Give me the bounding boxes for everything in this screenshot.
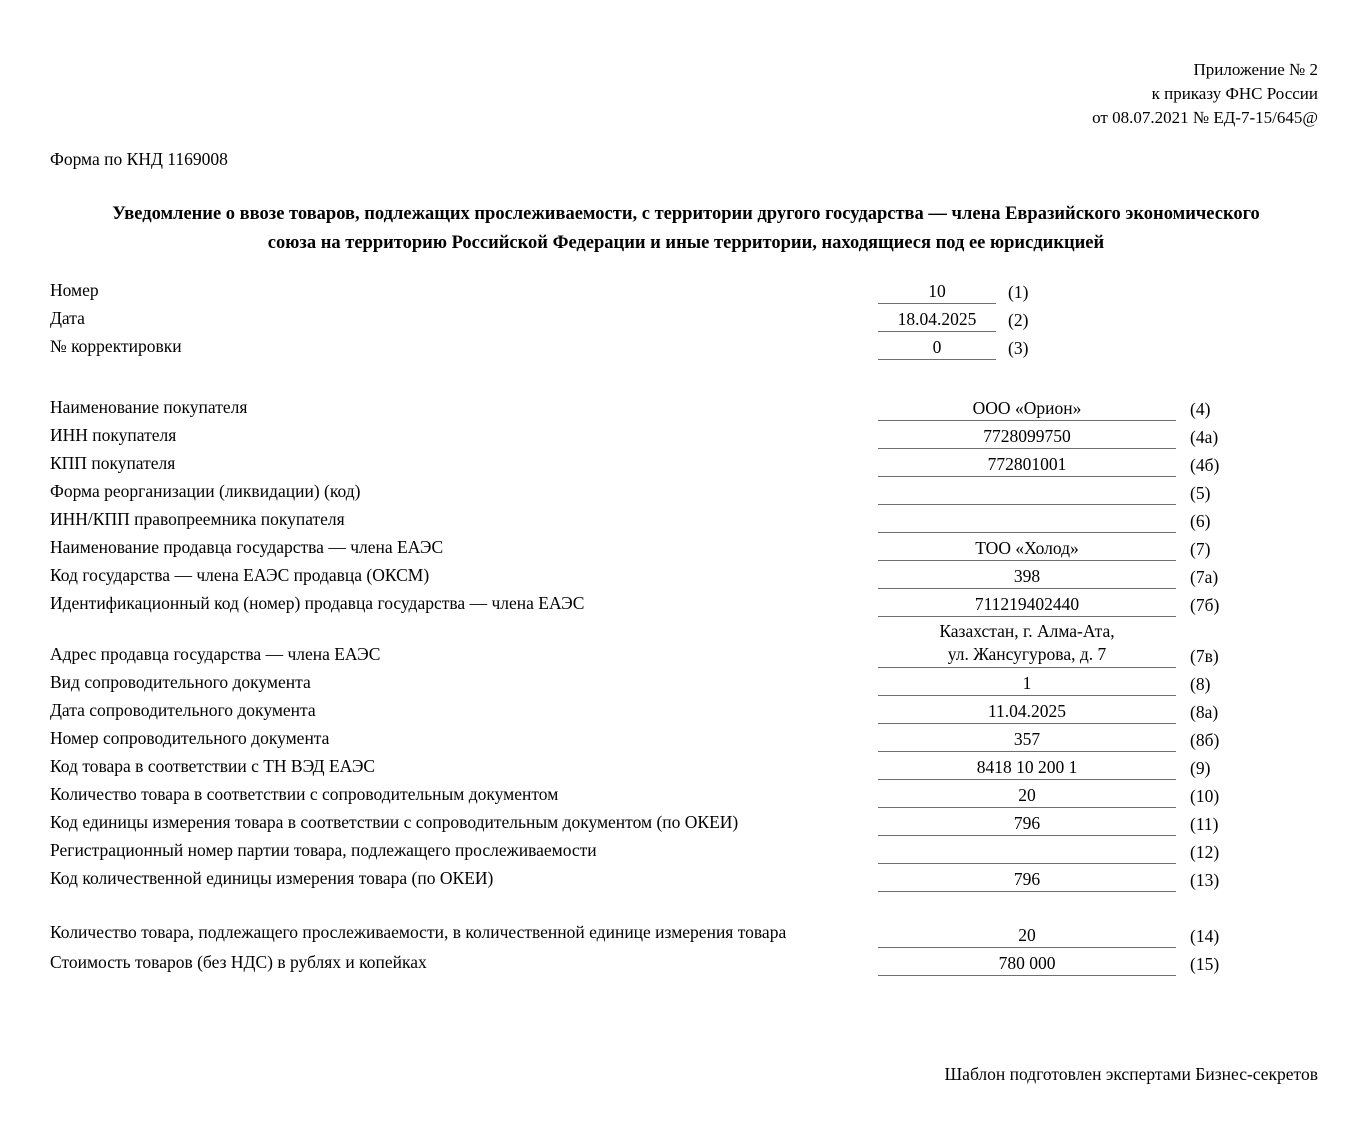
field-row-date [50, 304, 1320, 332]
field-value-tnved-code[interactable]: 8418 10 200 1 [878, 756, 1176, 780]
page-title-line-2: экономического союза на территорию Российской Федерации и иные территории, находящиеся под ее юрисдикцией [267, 204, 1260, 253]
field-number-marker: (3) [1008, 338, 1029, 358]
field-number-marker: (8б) [1190, 730, 1220, 750]
field-value-seller-country-code[interactable]: 398 [878, 565, 1176, 589]
field-number-marker: (6) [1190, 511, 1211, 531]
field-label: Форма реорганизации (ликвидации) (код) [50, 481, 361, 501]
field-label: № корректировки [50, 336, 182, 356]
field-row-buyer-inn [50, 421, 1320, 449]
field-row-number [50, 276, 1320, 304]
field-row-goods-cost [50, 948, 1320, 976]
field-number-marker: (13) [1190, 870, 1220, 890]
field-label: Код количественной единицы измерения товара (по ОКЕИ) [50, 868, 494, 888]
field-number-marker: (15) [1190, 954, 1220, 974]
field-number-marker: (4) [1190, 399, 1211, 419]
appendix-line-2: к приказу ФНС России [1151, 84, 1318, 103]
field-row-document-date [50, 696, 1320, 724]
field-label: Код товара в соответствии с ТН ВЭД ЕАЭС [50, 756, 376, 776]
field-value-correction-number[interactable]: 0 [878, 336, 996, 360]
field-value-quantitative-unit-code[interactable]: 796 [878, 868, 1176, 892]
field-row-goods-quantity [50, 780, 1320, 808]
field-row-document-type [50, 668, 1320, 696]
footer-credit: Шаблон подготовлен экспертами Бизнес-секретов [944, 1064, 1318, 1084]
field-number-marker: (4а) [1190, 427, 1219, 447]
field-number-marker: (9) [1190, 758, 1211, 778]
field-value-seller-address-line-2: ул. Жансугурова, д. 7 [947, 644, 1107, 664]
field-value-seller-identification-code[interactable]: 711219402440 [878, 593, 1176, 617]
field-row-seller-identification-code [50, 589, 1320, 617]
field-value-unit-code[interactable]: 796 [878, 812, 1176, 836]
field-number-marker: (7в) [1190, 646, 1219, 666]
field-row-batch-registration-number [50, 836, 1320, 864]
field-value-traceable-quantity[interactable]: 20 [878, 924, 1176, 948]
field-label: Дата сопроводительного документа [50, 700, 316, 720]
field-number-marker: (5) [1190, 483, 1211, 503]
field-value-buyer-name[interactable]: ООО «Орион» [878, 397, 1176, 421]
field-number-marker: (14) [1190, 926, 1220, 946]
field-row-reorganization-form [50, 477, 1320, 505]
field-row-quantitative-unit-code [50, 864, 1320, 892]
field-label: Адрес продавца государства — члена ЕАЭС [50, 644, 381, 664]
field-row-seller-address [50, 617, 1320, 668]
field-label: ИНН/КПП правопреемника покупателя [50, 509, 345, 529]
field-number-marker: (10) [1190, 786, 1220, 806]
field-row-document-number [50, 724, 1320, 752]
field-value-document-type[interactable]: 1 [878, 672, 1176, 696]
field-value-seller-address[interactable] [878, 620, 1176, 668]
appendix-line-3: от 08.07.2021 № ЕД-7-15/645@ [1092, 108, 1318, 127]
field-number-marker: (7б) [1190, 595, 1220, 615]
field-number-marker: (7) [1190, 539, 1211, 559]
field-label: Код единицы измерения товара в соответствии с сопроводительным документом (по ОКЕИ) [50, 812, 739, 832]
field-label: Номер [50, 280, 99, 300]
field-row-seller-name [50, 533, 1320, 561]
appendix-line-1: Приложение № 2 [1193, 60, 1318, 79]
field-label: Наименование покупателя [50, 397, 248, 417]
field-value-buyer-kpp[interactable]: 772801001 [878, 453, 1176, 477]
field-value-document-number[interactable]: 357 [878, 728, 1176, 752]
field-label: Код государства — члена ЕАЭС продавца (ОКСМ) [50, 565, 430, 585]
field-value-document-date[interactable]: 11.04.2025 [878, 700, 1176, 724]
field-row-traceable-quantity [50, 892, 1320, 948]
field-row-buyer-kpp [50, 449, 1320, 477]
field-label: Регистрационный номер партии товара, подлежащего прослеживаемости [50, 840, 597, 860]
field-number-marker: (8а) [1190, 702, 1219, 722]
form-code: Форма по КНД 1169008 [50, 149, 228, 169]
appendix-reference [1092, 58, 1318, 130]
field-label: Идентификационный код (номер) продавца государства — члена ЕАЭС [50, 593, 585, 613]
page-title-line-1: Уведомление о ввозе товаров, подлежащих прослеживаемости, с территории другого государства — члена Евразийского [112, 204, 1121, 224]
field-number-marker: (8) [1190, 674, 1211, 694]
field-value-date[interactable]: 18.04.2025 [878, 308, 996, 332]
field-value-goods-cost[interactable]: 780 000 [878, 952, 1176, 976]
field-number-marker: (2) [1008, 310, 1029, 330]
field-label: КПП покупателя [50, 453, 176, 473]
field-value-seller-name[interactable]: ТОО «Холод» [878, 537, 1176, 561]
page-title [100, 200, 1272, 258]
field-row-unit-code [50, 808, 1320, 836]
field-row-buyer-name [50, 393, 1320, 421]
field-label: Стоимость товаров (без НДС) в рублях и копейках [50, 952, 427, 972]
section-spacer [50, 360, 1320, 393]
field-label: Наименование продавца государства — члена ЕАЭС [50, 537, 444, 557]
field-number-marker: (1) [1008, 282, 1029, 302]
field-number-marker: (7а) [1190, 567, 1219, 587]
field-row-tnved-code [50, 752, 1320, 780]
field-value-goods-quantity[interactable]: 20 [878, 784, 1176, 808]
field-label: Дата [50, 308, 85, 328]
field-number-marker: (11) [1190, 814, 1219, 834]
field-label: Количество товара в соответствии с сопроводительным документом [50, 784, 559, 804]
field-value-number[interactable]: 10 [878, 280, 996, 304]
field-label: Вид сопроводительного документа [50, 672, 311, 692]
field-number-marker: (12) [1190, 842, 1220, 862]
field-row-correction-number [50, 332, 1320, 360]
field-value-buyer-inn[interactable]: 7728099750 [878, 425, 1176, 449]
field-label: Номер сопроводительного документа [50, 728, 330, 748]
field-row-successor-inn-kpp [50, 505, 1320, 533]
field-row-seller-country-code [50, 561, 1320, 589]
field-label: ИНН покупателя [50, 425, 177, 445]
form-fields [50, 276, 1320, 976]
field-number-marker: (4б) [1190, 455, 1220, 475]
field-value-seller-address-line-1: Казахстан, г. Алма-Ата, [939, 621, 1115, 641]
field-label: Количество товара, подлежащего прослеживаемости, в количественной единице измерения товара [50, 922, 787, 942]
